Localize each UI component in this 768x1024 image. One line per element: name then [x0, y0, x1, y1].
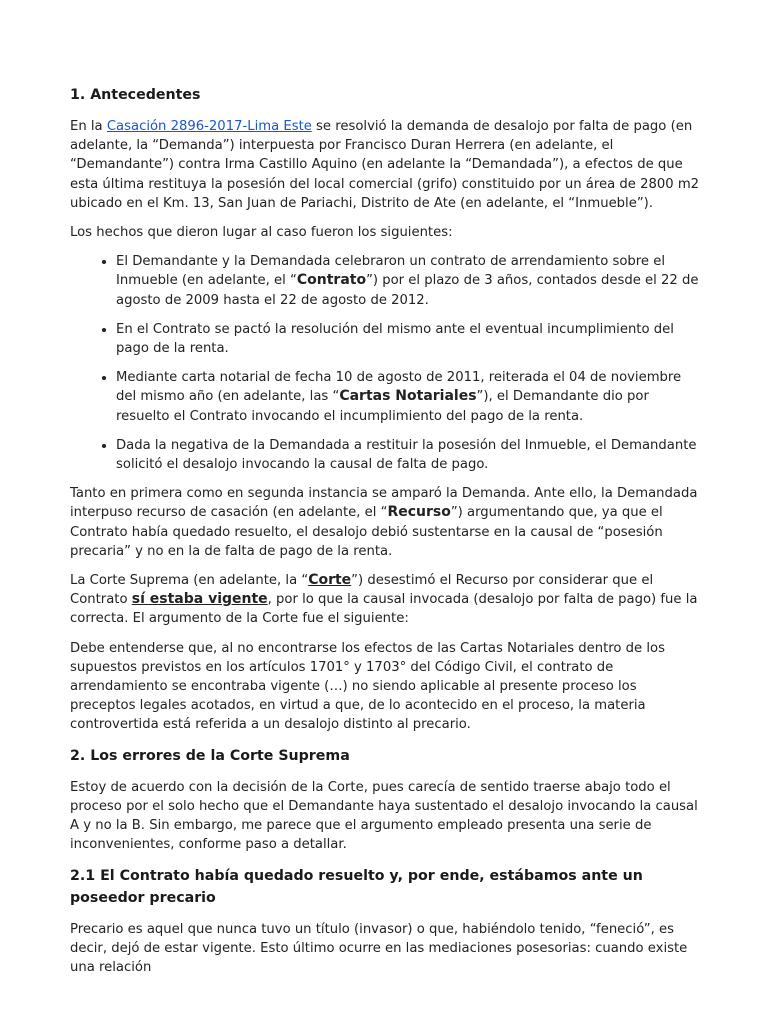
text-run: , por lo que la causal invocada (desalojo por falta de pago) fue la correcta. El argumento de la Corte fue el siguiente: [70, 592, 698, 627]
case-link[interactable]: Casación 2896-2017-Lima Este [106, 119, 312, 134]
text-run: ”) desestimó el Recurso por considerar que el Contrato [70, 573, 654, 608]
defined-term: Recurso [387, 504, 451, 521]
defined-term: Cartas Notariales [339, 388, 477, 405]
section-heading-antecedentes: 1. Antecedentes [70, 87, 201, 103]
text-run: El Demandante y la Demandada celebraron un contrato de arrendamiento sobre el Inmueble (en adelante, el “ [116, 254, 666, 289]
emphasized-text: sí estaba vigente [131, 591, 268, 608]
paragraph-case-intro [70, 117, 700, 213]
court-quote: Debe entenderse que, al no encontrarse los efectos de las Cartas Notariales dentro de los supuestos previstos en los artículos 1701° y 1703° del Código Civil, el contrato de arrendamiento se encontraba vigente (…) no siendo aplicable al presente proceso los preceptos legales acotados, en virtud a que, de lo acontecido en el proceso, la materia controvertida está referida a un desalojo distinto al precario. [70, 640, 665, 733]
paragraph-agreement: Estoy de acuerdo con la decisión de la Corte, pues carecía de sentido traerse abajo todo el proceso por el solo hecho que el Demandante haya sustentado el desalojo invocando la causal A y no la B. Sin embargo, me parece que el argumento empleado presenta una serie de inconvenientes, conforme paso a detallar. [70, 779, 698, 853]
paragraph-instances [70, 484, 700, 561]
text-run: La Corte Suprema (en adelante, la “ [70, 573, 309, 589]
list-item: • Dada la negativa de la Demandada a restituir la posesión del Inmueble, el Demandante solicitó el desalojo invocando la causal de falta de pago. [116, 436, 700, 474]
paragraph-facts-intro: Los hechos que dieron lugar al caso fueron los siguientes: [70, 225, 453, 241]
facts-list [70, 252, 700, 474]
document-page [70, 84, 700, 987]
text-run: Mediante carta notarial de fecha 10 de agosto de 2011, reiterada el 04 de noviembre del mismo año (en adelante, las “ [116, 370, 682, 405]
defined-term: Contrato [296, 272, 367, 289]
list-item [116, 252, 700, 310]
text-run: se resolvió la demanda de desalojo por falta de pago (en adelante, la “Demanda”) interpuesta por Francisco Duran Herrera (en adelante, el “Demandante”) contra Irma Castillo Aquino (en adelante la “Demandada”), a efectos de que esta última restituya la posesión del local comercial (grifo) constituido por un área de 2800 m2 ubicado en el Km. 13, San Juan de Pariachi, Distrito de Ate (en adelante, el “Inmueble”). [70, 119, 700, 211]
section-heading-errores: 2. Los errores de la Corte Suprema [70, 747, 350, 764]
text-run: ”) argumentando que, ya que el Contrato había quedado resuelto, el desalojo debió sustentarse en la causal de “posesión precaria” y no en la de falta de pago de la renta. [70, 505, 663, 559]
list-item [116, 368, 700, 426]
text-run: ”) por el plazo de 3 años, contados desde el 22 de agosto de 2009 hasta el 22 de agosto de 2012. [116, 273, 699, 308]
paragraph-precario: Precario es aquel que nunca tuvo un título (invasor) o que, habiéndolo tenido, “feneció”, es decir, dejó de estar vigente. Esto último ocurre en las mediaciones posesorias: cuando existe una relación [70, 921, 688, 975]
defined-term: Corte [308, 572, 352, 589]
section-heading-contrato-resuelto: 2.1 El Contrato había quedado resuelto y, por ende, estábamos ante un poseedor precario [70, 867, 643, 906]
text-run: En la [70, 119, 107, 134]
list-item: • En el Contrato se pactó la resolución del mismo ante el eventual incumplimiento del pago de la renta. [116, 320, 700, 358]
text-run: ”), el Demandante dio por resuelto el Contrato invocando el incumplimiento del pago de la renta. [116, 389, 649, 424]
text-run: Tanto en primera como en segunda instancia se amparó la Demanda. Ante ello, la Demandada interpuso recurso de casación (en adelante, el “ [70, 486, 698, 521]
paragraph-supreme-court [70, 571, 700, 629]
